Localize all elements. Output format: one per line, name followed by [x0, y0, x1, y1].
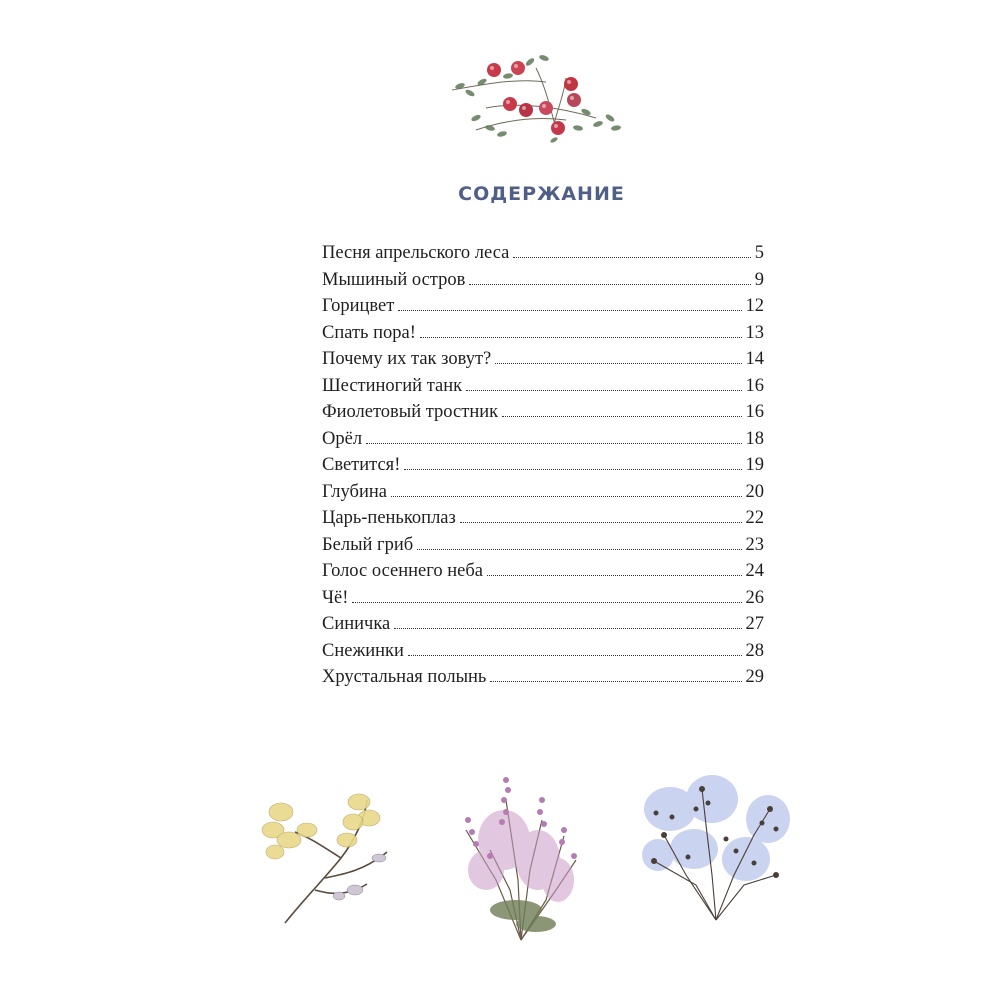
blue-wildflower-illustration: [636, 765, 796, 925]
toc-entry-page-number: 28: [745, 640, 764, 661]
toc-entry-page-number: 12: [745, 296, 764, 316]
toc-entry-page-number: 18: [745, 428, 764, 449]
toc-entry-page-number: 9: [754, 269, 764, 290]
toc-entry-title: Фиолетовый тростник: [322, 402, 499, 422]
toc-entry-page-number: 27: [745, 614, 764, 634]
toc-leader-dots: [394, 628, 741, 629]
heather-illustration: [446, 760, 596, 945]
toc-entry-page-number: 5: [754, 243, 764, 263]
toc-entry: [322, 614, 764, 641]
toc-entry: [322, 243, 764, 270]
toc-entry-page-number: 20: [745, 481, 764, 502]
toc-entry: [322, 270, 764, 297]
toc-leader-dots: [495, 363, 741, 364]
toc-leader-dots: [391, 496, 742, 497]
toc-entry-title: Горицвет: [322, 296, 395, 316]
toc-entry-page-number: 22: [745, 508, 764, 528]
toc-entry-page-number: 16: [745, 375, 764, 396]
toc-leader-dots: [487, 575, 742, 576]
table-of-contents: [322, 243, 764, 694]
toc-entry: [322, 296, 764, 323]
toc-entry-title: Голос осеннего неба: [322, 561, 483, 581]
toc-leader-dots: [469, 284, 750, 285]
toc-entry: [322, 323, 764, 350]
toc-entry-title: Хрустальная полынь: [322, 667, 487, 687]
toc-entry-title: Синичка: [322, 614, 391, 634]
toc-entry-page-number: 13: [745, 322, 764, 343]
toc-leader-dots: [420, 337, 742, 338]
toc-entry: [322, 535, 764, 562]
toc-entry-title: Белый гриб: [322, 534, 414, 555]
toc-entry: [322, 376, 764, 403]
toc-leader-dots: [398, 310, 741, 311]
toc-leader-dots: [408, 655, 742, 656]
toc-entry-title: Шестиногий танк: [322, 375, 463, 396]
toc-entry-title: Песня апрельского леса: [322, 243, 510, 263]
toc-entry-title: Светится!: [322, 455, 401, 475]
toc-entry-page-number: 16: [745, 402, 764, 422]
toc-entry: [322, 482, 764, 509]
toc-entry: [322, 667, 764, 694]
toc-entry-title: Снежинки: [322, 640, 404, 661]
toc-entry-title: Орёл: [322, 428, 363, 449]
toc-entry-page-number: 19: [745, 455, 764, 475]
toc-entry-page-number: 23: [745, 534, 764, 555]
toc-entry-title: Царь-пенькоплаз: [322, 508, 456, 528]
toc-entry-title: Мышиный остров: [322, 269, 466, 290]
toc-entry: [322, 429, 764, 456]
toc-leader-dots: [417, 549, 741, 550]
toc-leader-dots: [466, 390, 741, 391]
toc-leader-dots: [460, 522, 742, 523]
toc-entry-title: Глубина: [322, 481, 387, 502]
toc-entry-title: Чё!: [322, 587, 349, 608]
toc-entry: [322, 561, 764, 588]
toc-leader-dots: [513, 257, 750, 258]
toc-entry-page-number: 26: [745, 587, 764, 608]
pussy-willow-illustration: [255, 778, 395, 928]
toc-entry-page-number: 14: [745, 349, 764, 369]
toc-entry: [322, 349, 764, 376]
toc-entry: [322, 508, 764, 535]
toc-entry: [322, 402, 764, 429]
toc-entry-page-number: 24: [745, 561, 764, 581]
toc-entry-title: Почему их так зовут?: [322, 349, 492, 369]
toc-entry: [322, 455, 764, 482]
toc-entry: [322, 588, 764, 615]
lingonberry-branch-illustration: [446, 48, 626, 144]
toc-entry-title: Спать пора!: [322, 322, 416, 343]
toc-leader-dots: [490, 681, 741, 682]
toc-leader-dots: [366, 443, 741, 444]
toc-leader-dots: [502, 416, 741, 417]
toc-entry-page-number: 29: [745, 667, 764, 687]
toc-leader-dots: [352, 602, 741, 603]
toc-entry: [322, 641, 764, 668]
page-title: СОДЕРЖАНИЕ: [458, 183, 625, 205]
toc-leader-dots: [404, 469, 741, 470]
